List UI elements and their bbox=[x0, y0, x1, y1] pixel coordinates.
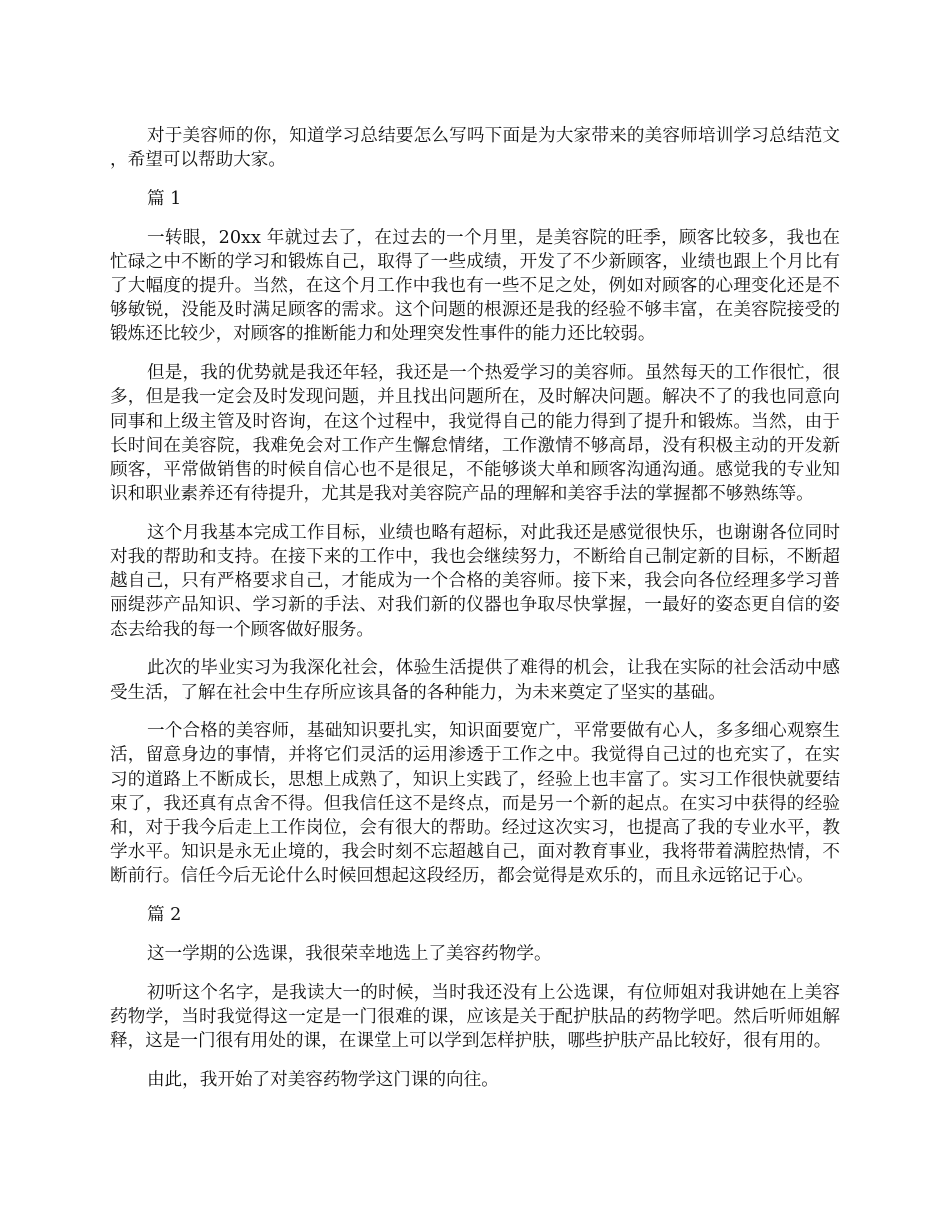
body-paragraph: 由此，我开始了对美容药物学这门课的向往。 bbox=[146, 1069, 499, 1090]
body-paragraph: 这个月我基本完成工作目标，业绩也略有超标，对此我还是感觉很快乐，也谢谢各位同时对我的帮助和支持。在接下来的工作中，我也会继续努力，不断给自己制定新的目标，不断超越自己，只有严格要求自己，才能成为一个合格的美容师。接下来，我会向各位经理多学习普丽缇莎产品知识、学习新的手法、对我们新的仪器也争取尽快掌握，一最好的姿态更自信的姿态去给我的每一个顾客做好服务。 bbox=[110, 522, 840, 640]
body-paragraph: 但是，我的优势就是我还年轻，我还是一个热爱学习的美容师。虽然每天的工作很忙，很多，但是我一定会及时发现问题，并且找出问题所在，及时解决问题。解决不了的我也同意向同事和上级主管及时咨询，在这个过程中，我觉得自己的能力得到了提升和锻炼。当然，由于长时间在美容院，我难免会对工作产生懈怠情绪，工作激情不够高昂，没有积极主动的开发新顾客，平常做销售的时候自信心也不是很足，不能够谈大单和顾客沟通沟通。感觉我的专业知识和职业素养还有待提升，尤其是我对美容院产品的理解和美容手法的掌握都不够熟练等。 bbox=[110, 363, 840, 505]
body-paragraph: 此次的毕业实习为我深化社会，体验生活提供了难得的机会，让我在实际的社会活动中感受生活，了解在社会中生存所应该具备的各种能力，为未来奠定了坚实的基础。 bbox=[110, 658, 840, 703]
body-paragraph: 一个合格的美容师，基础知识要扎实，知识面要宽广，平常要做有心人，多多细心观察生活，留意身边的事情，并将它们灵活的运用渗透于工作之中。我觉得自己过的也充实了，在实习的道路上不断成长，思想上成熟了，知识上实践了，经验上也丰富了。实习工作很快就要结束了，我还真有点舍不得。但我信任这不是终点，而是另一个新的起点。在实习中获得的经验和，对于我今后走上工作岗位，会有很大的帮助。经过这次实习，也提高了我的专业水平，教学水平。知识是永无止境的，我会时刻不忘超越自己，面对教育事业，我将带着满腔热情，不断前行。信任今后无论什么时候回想起这段经历，都会觉得是欢乐的，而且永远铭记于心。 bbox=[110, 721, 840, 887]
body-paragraph: 这一学期的公选课，我很荣幸地选上了美容药物学。 bbox=[146, 943, 552, 964]
intro-paragraph: 对于美容师的你，知道学习总结要怎么写吗下面是为大家带来的美容师培训学习总结范文，希望可以帮助大家。 bbox=[110, 126, 840, 171]
section-heading-1: 篇 1 bbox=[146, 188, 182, 209]
body-paragraph: 一转眼，20xx 年就过去了，在过去的一个月里，是美容院的旺季，顾客比较多，我也在忙碌之中不断的学习和锻炼自己，取得了一些成绩，开发了不少新顾客，业绩也跟上个月比有了大幅度的提升。当然，在这个月工作中我也有一些不足之处，例如对顾客的心理变化还是不够敏锐，没能及时满足顾客的需求。这个问题的根源还是我的经验不够丰富，在美容院接受的锻炼还比较少，对顾客的推断能力和处理突发性事件的能力还比较弱。 bbox=[110, 227, 840, 345]
section-heading-2: 篇 2 bbox=[146, 905, 182, 926]
body-paragraph: 初听这个名字，是我读大一的时候，当时我还没有上公选课，有位师姐对我讲她在上美容药物学，当时我觉得这一定是一门很难的课，应该是关于配护肤品的药物学吧。然后听师姐解释，这是一门很有用处的课，在课堂上可以学到怎样护肤，哪些护肤产品比较好，很有用的。 bbox=[110, 982, 840, 1051]
document-body bbox=[110, 124, 840, 1106]
